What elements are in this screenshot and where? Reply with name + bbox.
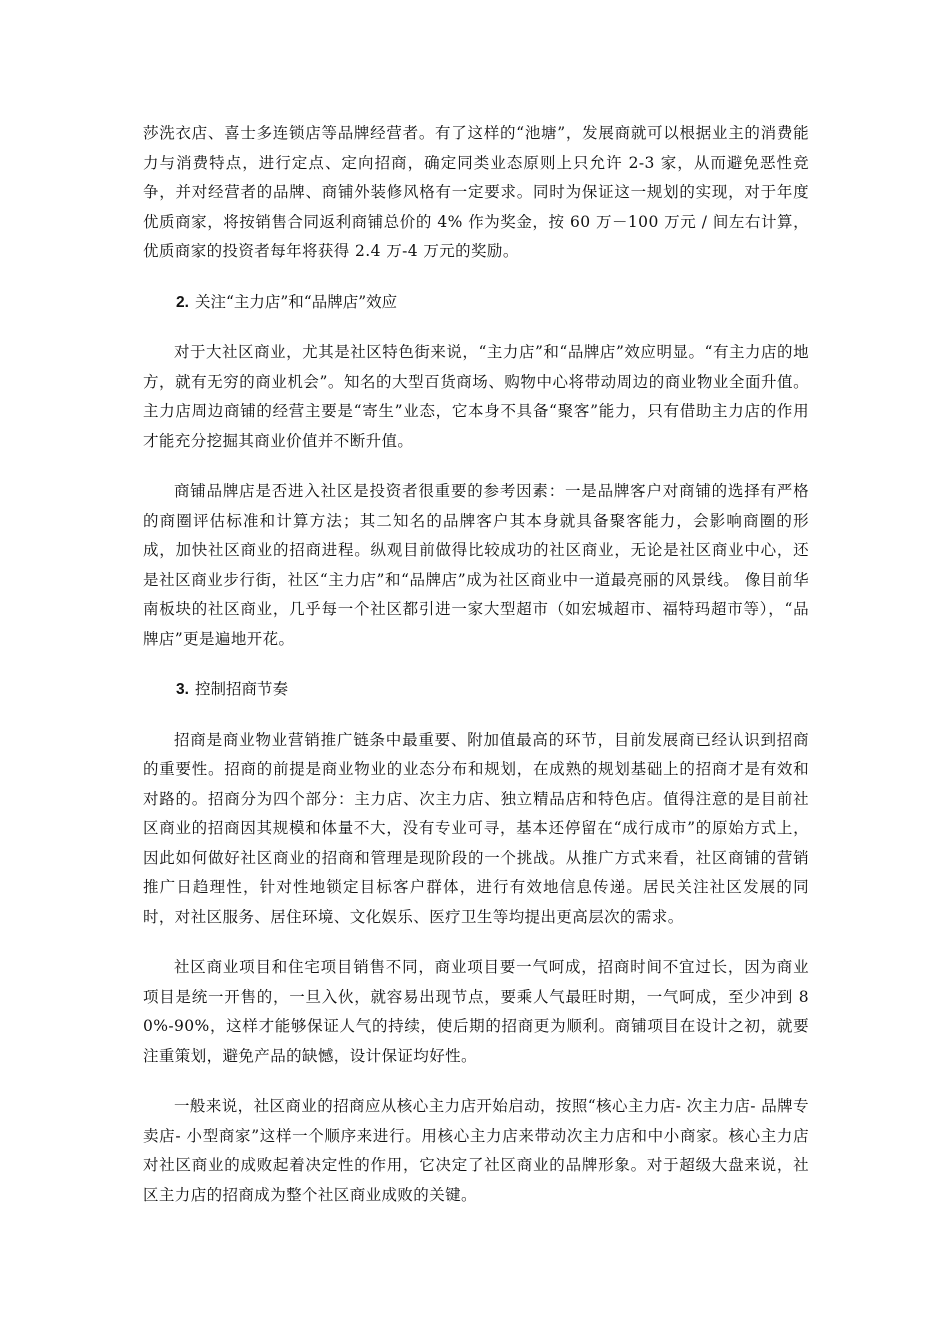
section-title: 关注“主力店”和“品牌店”效应 — [194, 292, 398, 311]
paragraph: 对于大社区商业，尤其是社区特色街来说，“主力店”和“品牌店”效应明显。“有主力店的地方，就有无穷的商业机会”。知名的大型百货商场、购物中心将带动周边的商业物业全面升值。主力店周边商铺的经营主要是“寄生”业态，它本身不具备“聚客”能力，只有借助主力店的作用才能充分挖掘其商业价值并不断升值。 — [143, 343, 809, 450]
paragraph: 一般来说，社区商业的招商应从核心主力店开始启动，按照“核心主力店- 次主力店- 品牌专卖店- 小型商家”这样一个顺序来进行。用核心主力店来带动次主力店和中小商家。核心主力店对社区商业的成败起着决定性的作用，它决定了社区商业的品牌形象。对于超级大盘来说，社区主力店的招商成为整个社区商业成败的关键。 — [143, 1097, 809, 1204]
paragraph: 商铺品牌店是否进入社区是投资者很重要的参考因素：一是品牌客户对商铺的选择有严格的商圈评估标准和计算方法；其二知名的品牌客户其本身就具备聚客能力，会影响商圈的形成，加快社区商业的招商进程。纵观目前做得比较成功的社区商业，无论是社区商业中心，还是社区商业步行街，社区“主力店”和“品牌店”成为社区商业中一道最亮丽的风景线。 像目前华南板块的社区商业，几乎每一个社区都引进一家大型超市（如宏城超市、福特玛超市等），“品牌店”更是遍地开花。 — [143, 482, 809, 648]
paragraph: 社区商业项目和住宅项目销售不同，商业项目要一气呵成，招商时间不宜过长，因为商业项目是统一开售的，一旦入伙，就容易出现节点，要乘人气最旺时期，一气呵成，至少冲到 80%-90%，这样才能够保证人气的持续，使后期的招商更为顺利。商铺项目在设计之初，就要注重策划，避免产品的缺憾，设计保证均好性。 — [143, 958, 809, 1065]
section-heading-3 — [143, 675, 809, 705]
paragraph: 招商是商业物业营销推广链条中最重要、附加值最高的环节，目前发展商已经认识到招商的重要性。招商的前提是商业物业的业态分布和规划，在成熟的规划基础上的招商才是有效和对路的。招商分为四个部分：主力店、次主力店、独立精品店和特色店。值得注意的是目前社区商业的招商因其规模和体量不大，没有专业可寻，基本还停留在“成行成市”的原始方式上，因此如何做好社区商业的招商和管理是现阶段的一个挑战。从推广方式来看，社区商铺的营销推广日趋理性，针对性地锁定目标客户群体，进行有效地信息传递。居民关注社区发展的同时，对社区服务、居住环境、文化娱乐、医疗卫生等均提出更高层次的需求。 — [143, 730, 809, 926]
section-number: 3. — [176, 681, 189, 698]
section-number: 2. — [176, 293, 189, 311]
section-heading-2 — [143, 288, 809, 318]
section-title: 控制招商节奏 — [194, 680, 288, 698]
document-page — [143, 119, 809, 1231]
paragraph-continuation: 莎洗衣店、喜士多连锁店等品牌经营者。有了这样的“池塘”，发展商就可以根据业主的消费能力与消费特点，进行定点、定向招商，确定同类业态原则上只允许 2-3 家，从而避免恶性竞争，并对经营者的品牌、商铺外装修风格有一定要求。同时为保证这一规划的实现，对于年度优质商家，将按销售合同返利商铺总价的 4% 作为奖金，按 60 万－100 万元 / 间左右计算，优质商家的投资者每年将获得 2.4 万-4 万元的奖励。 — [143, 124, 809, 260]
